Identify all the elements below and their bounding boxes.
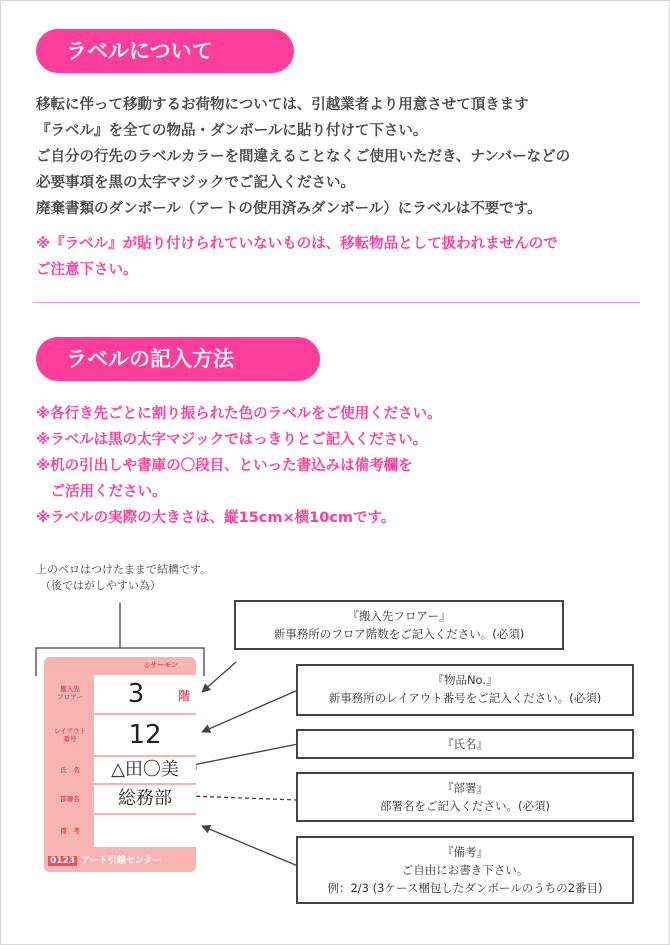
label-remarks-value	[94, 815, 196, 847]
callout-dept-desc: 部署名をご記入ください。(必須)	[380, 799, 550, 813]
callout-remarks-example: 例：2/3 (3ケース梱包したダンボールのうちの2番目)	[327, 881, 603, 895]
arrow-remarks	[202, 826, 298, 866]
section-title-howto-text: ラベルの記入方法	[66, 347, 234, 371]
callout-dept-title: 『部署』	[442, 781, 488, 795]
callout-dept	[296, 772, 634, 822]
tab-note-line: 上のベロはつけたままで結構です。	[36, 563, 212, 576]
warning-line: ご注意下さい。	[36, 262, 138, 278]
label-brand-top: ◎サーモン	[144, 661, 179, 669]
label-dept-caption: 部署名	[48, 795, 92, 805]
label-row-dept	[46, 783, 194, 813]
callout-item-number	[296, 664, 634, 716]
label-name-caption: 氏 名	[48, 766, 92, 776]
about-line: ご自分の行先のラベルカラーを間違えることなくご使用いただき、ナンバーなどの	[36, 149, 571, 165]
about-line: 『ラベル』を全ての物品・ダンボールに貼り付けて下さい。	[36, 123, 428, 139]
callout-item-number-title: 『物品No.』	[432, 673, 498, 687]
callout-remarks-desc: ご自由にお書き下さい。	[401, 863, 529, 877]
label-floor-caption: 搬入先 フロアー	[48, 685, 92, 705]
arrow-name	[188, 744, 298, 766]
label-row-name	[46, 755, 194, 783]
callout-name-title: 『氏名』	[442, 737, 488, 751]
warning-line: ※『ラベル』が貼り付けられていないものは、移転物品として扱われませんので	[36, 236, 558, 252]
arrow-layout	[202, 690, 298, 732]
about-line: 廃棄書類のダンボール（アートの使用済みダンボール）にラベルは不要です。	[36, 201, 542, 217]
label-logo-text: アート引越センター	[81, 856, 162, 866]
howto-item: ご活用ください。	[36, 484, 167, 500]
about-line: 移転に伴って移動するお荷物については、引越業者より用意させて頂きます	[36, 97, 529, 113]
callout-floor-desc: 新事務所のフロア階数をご記入ください。(必須)	[273, 627, 525, 641]
callout-floor-title: 『搬入先フロアー』	[347, 609, 451, 623]
section-title-about-text: ラベルについて	[66, 39, 213, 63]
callout-remarks	[296, 836, 634, 904]
callout-floor	[234, 600, 564, 650]
howto-item: ※机の引出しや書庫の〇段目、といった書込みは備考欄を	[36, 458, 413, 474]
tab-note-line: （後ではがしやすい為）	[40, 579, 161, 592]
label-layout-caption: レイアウト 番号	[48, 727, 92, 747]
label-floor-cell	[94, 675, 196, 713]
arrow-floor	[202, 662, 236, 692]
label-logo-mark: 0123	[50, 856, 76, 866]
howto-item: ※ラベルの実際の大きさは、縦15cm×横10cmです。	[36, 510, 396, 526]
arrow-dept	[188, 796, 298, 800]
label-sample-card	[44, 657, 196, 872]
howto-item: ※ラベルは黒の太字マジックではっきりとご記入ください。	[36, 432, 428, 448]
about-line: 必要事項を黒の太字マジックでご記入ください。	[36, 175, 355, 191]
callout-remarks-title: 『備考』	[442, 845, 488, 859]
label-row-floor	[46, 673, 194, 713]
callout-name	[296, 729, 634, 759]
label-remarks-caption: 備 考	[48, 827, 92, 837]
label-logo	[48, 853, 161, 866]
label-row-remarks	[46, 813, 194, 847]
label-floor-unit: 階	[177, 689, 190, 703]
label-floor-value: 3	[127, 679, 145, 709]
howto-item: ※各行き先ごとに割り振られた色のラベルをご使用ください。	[36, 406, 442, 422]
label-name-value: △田〇美	[94, 757, 196, 783]
label-row-layout	[46, 713, 194, 755]
label-layout-value: 12	[94, 715, 196, 755]
callout-item-number-desc: 新事務所のレイアウト番号をご記入ください。(必須)	[328, 691, 602, 705]
label-dept-value: 総務部	[94, 785, 196, 813]
